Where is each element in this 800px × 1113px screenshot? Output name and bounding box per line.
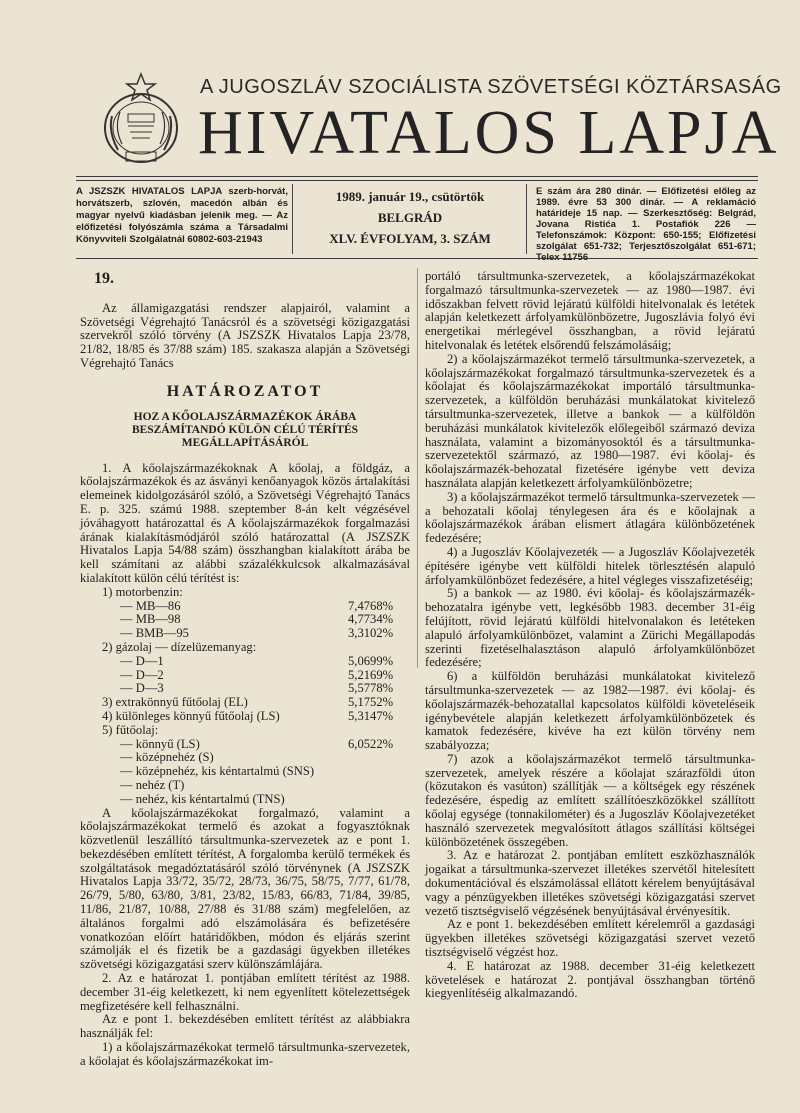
rate-item: [80, 655, 410, 669]
republic-name: A JUGOSZLÁV SZOCIÁLISTA SZÖVETSÉGI KÖZTÁRSASÁG: [200, 76, 782, 98]
issue-date: 1989. január 19., csütörtök: [335, 189, 485, 204]
rate-item-value: 3,3102%: [348, 626, 394, 641]
rate-item: [80, 710, 410, 724]
paragraph-1: 1. A kőolajszármazékoknak A kőolaj, a földgáz, a kőolajszármazékok és az ásványi kenőanyagok közös ártalakítási elemeinek kidolgozásáról szóló, a Szövetségi Végrehajtó Tanács E. p. 325. számú 1988. szeptember 8-án kelt végzésével jóváhagyott határozattal és A kőolajszármazékok forgalmazási árának kialakításmódjáról szóló határozattal (A JSZSZK Hivatalos Lapja 54/88 szám) összhangban kialakított árába be kell számítani az alábbi százalékkulcsok alkalmazásával kialakított külön célú térítést is:: [80, 460, 410, 585]
paragraph-5: 1) a kőolajszármazékokat termelő társultmunka-szervezetek, a kőolajat és kőolajszármazékokat im-: [80, 1040, 410, 1068]
rate-item-value: 5,0699%: [348, 653, 394, 668]
header-rule-bottom: [76, 258, 758, 259]
rate-item-value: 5,2169%: [348, 667, 394, 682]
rate-item: [80, 586, 410, 600]
rate-item-value: 6,0522%: [348, 736, 394, 751]
masthead-rule-top-2: [76, 180, 758, 181]
rate-item-value: 4,7734%: [348, 612, 394, 627]
right-paragraph-5: 5) a bankok — az 1980. évi kőolaj- és kőolajszármazék-behozatalra igénybe vett, legkésőbb 1983. december 31-éig felújított, rövid lejáratú külföldi hitelvonalakon és letéteken alapuló árfolyamkülönbözet, valamint a Zürichi Megállapodás szerinti fizetéselhalasztáson alapuló árfolyamkülönbözet fedezésére;: [425, 586, 755, 670]
rate-item: [80, 600, 410, 614]
rate-item: [80, 627, 410, 641]
rate-item-value: 5,5778%: [348, 681, 394, 696]
rate-item: [80, 696, 410, 710]
right-paragraph-7: 7) azok a kőolajszármazékot termelő társultmunka-szervezetek, amelyek részére a kőolajat szárazföldi úton (közutakon és vasúton) szállítják — a költségek egy részének fedezésére, éspedig az említett szállítóeszközökkel szállított kőolaj egysége (tonnakilométer) és a Jugoszláv Kőolajvezetéket használó szervezetek megvalósított átlagos szállítási költségei különbözetének összegében.: [425, 751, 755, 849]
right-paragraph-3: 3) a kőolajszármazékot termelő társultmunka-szervezetek — a behozatali kőolaj ténylegesen ára és e kőolajnak a kőolajszármazékok árában elismert átlagára különbözetének fedezésére;: [425, 489, 755, 546]
rate-item-value: [348, 793, 410, 807]
rate-item-label: — középnehéz (S): [120, 750, 214, 765]
rate-item-value: [348, 751, 410, 765]
rate-item-value: [348, 765, 410, 779]
right-paragraph-4: 4) a Jugoszláv Kőolajvezeték — a Jugoszláv Kőolajvezeték építésére igénybe vett külföldi hitelek törlesztésén alapuló árfolyamkülönbözet fedezésére, a hitel végleges visszafizetéséig;: [425, 544, 755, 587]
rate-item-value: [348, 586, 410, 600]
right-paragraph-10: 4. E határozat az 1988. december 31-éig keletkezett követelések e határozat 2. pontjával összhangban történő kiegyenlítéséig alkalmazandó.: [425, 958, 755, 1001]
masthead-rule-top: [76, 176, 758, 177]
paragraph-2: A kőolajszármazékokat forgalmazó, valamint a kőolajszármazékokat termelő és azokat a fogyasztóknak közvetlenül leszállító társultmunka-szervezetek az e pont 1. bekezdésében említett térítést, A forgalomba kerülő termékek és szolgáltatások megadóztatásáról szóló törvénynek (A JSZSZK Hivatalos Lapja 33/72, 35/72, 28/73, 36/75, 58/75, 7/77, 61/78, 26/79, 5/80, 63/80, 3/81, 23/82, 15/83, 66/83, 71/84, 39/85, 11/86, 21/87, 10/88, 27/88 és 31/88 szám) megfelelően, az általános forgalmi adó elszámolására és befizetésére vonatkozóan előírt határidőkben, módon és eljárás szerint számolják el és fizetik be a gazdasági ügyekben illetékes szövetségi közigazgatási szerv különszámlájára.: [80, 805, 410, 972]
rate-item-value: [348, 641, 410, 655]
rate-item-label: 5) fűtőolaj:: [102, 722, 159, 737]
issue-volume: XLV. ÉVFOLYAM, 3. SZÁM: [329, 231, 491, 246]
rate-item-label: — nehéz, kis kéntartalmú (TNS): [120, 791, 285, 806]
rate-item-label: 4) különleges könnyű fűtőolaj (LS): [102, 708, 280, 723]
rate-item-label: — nehéz (T): [120, 777, 185, 792]
rate-item-label: — MB—98: [120, 612, 181, 627]
right-paragraph-1: portáló társultmunka-szervezetek, a kőolajszármazékokat forgalmazó társultmunka-szervezetek — az 1980—1987. évi időszakban felvett rövid lejáratú külföldi hitelvonalak és letétek alapján keletkezett árfolyamkülönbözetre, Jugoszlávia folyó évi energetikai mérlegével összhangban, a rövid lejáratú hitelvonalak és letétek elsőrendű felszámolásáig;: [425, 269, 755, 352]
decision-subtitle: HOZ A KŐOLAJSZÁRMAZÉKOK ÁRÁBA BESZÁMÍTANDÓ KÜLÖN CÉLÚ TÉRÍTÉS MEGÁLLAPÍTÁSÁRÓL: [131, 410, 359, 449]
rate-item: [80, 641, 410, 655]
issue-place: BELGRÁD: [377, 210, 443, 225]
rate-list: [80, 586, 410, 807]
journal-title: HIVATALOS LAPJA: [198, 99, 780, 167]
rate-item: [80, 613, 410, 627]
price-contact-info: E szám ára 280 dinár. — Előfizetési előleg az 1989. évre 53 300 dinár. — A reklamáció határideje 15 nap. — Szerkesztőség: Belgrád, Jovana Ristića 1. Postafiók 226 — Telefonszámok: Központ: 650-155; Előfizetési szolgálat 651-732; Terjesztőszolgálat 651-671; Telex 11756: [536, 186, 756, 263]
rate-item-label: — könnyű (LS): [120, 736, 200, 751]
right-paragraph-9: Az e pont 1. bekezdésében említett kérelemről a gazdasági ügyekben illetékes szövetségi közigazgatási szervet vezető tisztségviselő végzést hoz.: [425, 917, 755, 960]
paragraph-3: 2. Az e határozat 1. pontjában említett térítést az 1988. december 31-éig keletkezett, ki nem egyenlített kötelezettségek megfizetésére kell felhasználni.: [80, 971, 410, 1013]
issue-info: [302, 186, 518, 249]
rate-item-value: 7,4768%: [348, 598, 394, 613]
rate-item-value: [348, 779, 410, 793]
rate-item-label: — középnehéz, kis kéntartalmú (SNS): [120, 764, 315, 779]
rate-item-label: — MB—86: [120, 598, 181, 613]
rate-item-label: — D—2: [120, 667, 164, 682]
rate-item-label: — D—1: [120, 653, 164, 668]
column-divider: [417, 268, 418, 668]
right-paragraph-8: 3. Az e határozat 2. pontjában említett eszközhasználók jogaikat a társultmunka-szervezet illetékes szervétől hitelesített dokumentációval és elszámolással ellátott kérelem benyújtásával vagy a pénzügyekben illetékes szövetségi közigazgatási szervet vezető tisztségviselő végzésének benyújtásával érvényesítik.: [425, 848, 755, 918]
rate-item-value: 5,3147%: [348, 708, 394, 723]
paragraph-4: Az e pont 1. bekezdésében említett térítést az alábbiakra használják fel:: [80, 1012, 410, 1041]
rate-item: [80, 738, 410, 752]
rate-item: [80, 724, 410, 738]
rate-item-value: 5,1752%: [348, 695, 394, 710]
rate-item: [80, 682, 410, 696]
rate-item-label: — D—3: [120, 681, 164, 696]
left-column: [80, 270, 410, 1069]
rate-item-label: 3) extrakönnyű fűtőolaj (EL): [102, 695, 248, 710]
right-paragraph-6: 6) a külföldön beruházási munkálatokat kivitelező társultmunka-szervezetek — az 1982—1987. évi kőolaj- és kőolajszármazék-behozatallal kapcsolatos külföldi követeléseik igénybevétele alapján keletkezett árfolyamkülönbözetek és kamatok fedezésére, kivéve ha ezt külön törvény nem szabályozza;: [425, 669, 755, 753]
right-column: [425, 270, 755, 1001]
state-emblem-icon: [98, 72, 184, 170]
rate-item-label: — BMB—95: [120, 626, 189, 641]
header-divider-right: [526, 184, 527, 254]
rate-item: [80, 751, 410, 765]
article-number: 19.: [94, 270, 114, 287]
right-paragraph-2: 2) a kőolajszármazékot termelő társultmunka-szervezetek, a kőolajszármazékokat forgalmazó társultmunka-szervezetek és a kőolajat és kőolajszármazékokat importáló társultmunka-szervezetek, a külföldön beruházási munkálatokat kivitelező társultmunka-szervezetek, illetve a bankok — a külföldön beruházási munkálatok kivitelezők előlegeiből származó deviza használata, valamint a bizományosoktól és a társultmunka-szervezetektől származó, az 1980—1987. évi kőolaj- és kőolajszármazék-behozatal fizetésére igénybe vett deviza használata alapján keletkezett árfolyamkülönbözetre;: [425, 351, 755, 490]
rate-item-label: 1) motorbenzin:: [102, 584, 183, 599]
preamble: Az államigazgatási rendszer alapjairól, valamint a Szövetségi Végrehajtó Tanácsról és a szövetségi közigazgatási szervekről szóló törvény (A JSZSZK Hivatalos Lapja 23/78, 21/82, 18/85 és 37/88 szám) 185. szakasza alapján a Szövetségi Végrehajtó Tanács: [80, 300, 410, 370]
header-divider-left: [292, 184, 293, 254]
rate-item: [80, 669, 410, 683]
subscription-info: A JSZSZK HIVATALOS LAPJA szerb-horvát, horvátszerb, szlovén, macedón albán és magyar nyelvű kiadásban jelenik meg. — Az előfizetési folyószámla száma a Társadalmi Könyvviteli Szolgálatnál 60802-603-21943: [76, 186, 288, 245]
rate-item-value: [348, 724, 410, 738]
rate-item: [80, 793, 410, 807]
rate-item: [80, 765, 410, 779]
decision-title: HATÁROZATOT: [166, 382, 324, 400]
rate-item: [80, 779, 410, 793]
rate-item-label: 2) gázolaj — dízelüzemanyag:: [102, 639, 257, 654]
